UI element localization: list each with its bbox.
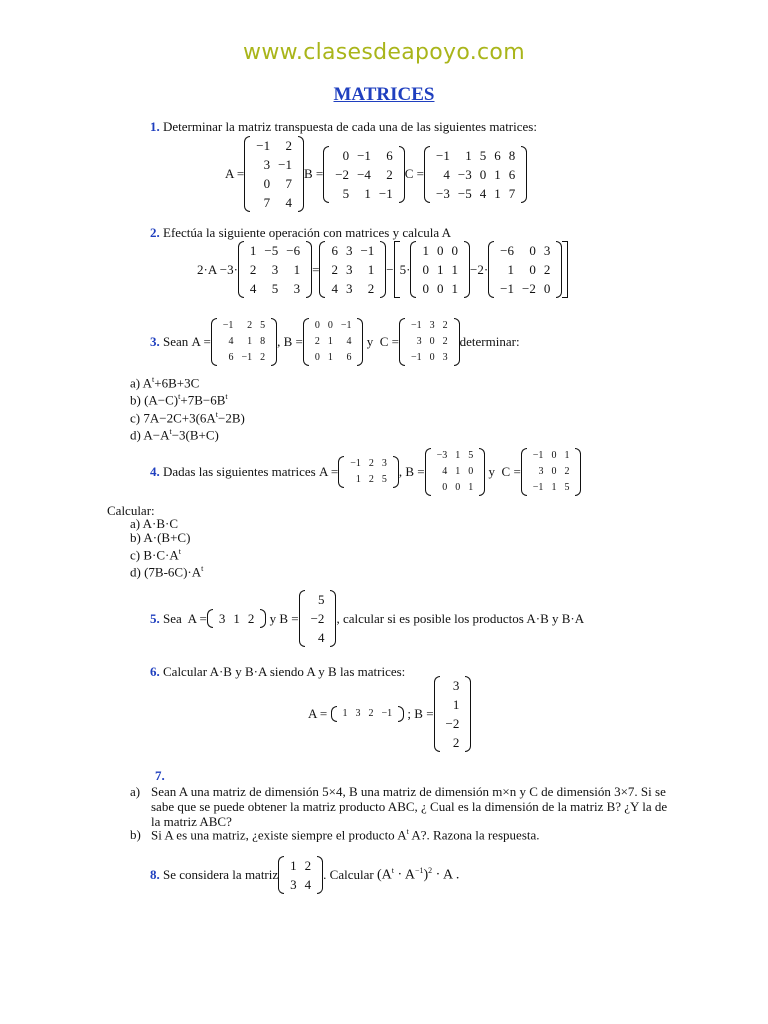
matrix-cell: 1 — [233, 611, 240, 626]
matrix-cell: 1 — [293, 262, 301, 277]
matrix-row — [496, 241, 554, 260]
matrix-cell: 2 — [304, 858, 312, 873]
matrix-cell: 1 — [451, 281, 458, 296]
matrix — [434, 676, 472, 752]
matrix-row — [215, 609, 259, 628]
problem-4-statement: 4. Dadas las siguientes matrices A = −1 2 3 1 2 5 , B = −3 1 5 4 1 0 0 0 1 y C = −1 0 1 3 0 2 −1 1 5 — [150, 448, 581, 496]
matrix-cell: −4 — [357, 166, 371, 182]
paren-right — [575, 448, 581, 496]
matrix-cell: 1 — [465, 147, 472, 163]
problem-1-statement — [150, 119, 537, 135]
matrix-row — [407, 350, 452, 366]
list-item: b) A·(B+C) — [130, 530, 191, 545]
matrix-cell: 1 — [327, 352, 333, 363]
matrix-cell: 0 — [342, 147, 350, 163]
matrix-cell: 1 — [367, 262, 375, 277]
list-item: b) $(A-C)^t+7B-6B^t$ — [130, 392, 228, 408]
matrix-cell: 1 — [564, 450, 570, 461]
matrix-cell: 5 — [260, 320, 266, 331]
matrix-row — [252, 193, 296, 212]
problem-text-end: determinar: — [459, 334, 520, 349]
paren-left — [338, 456, 344, 488]
matrix-cell: 1 — [290, 858, 297, 873]
matrix-cell: −3 — [457, 166, 472, 182]
matrix-cell: −3 — [436, 185, 450, 201]
matrix-row — [407, 334, 452, 350]
matrix — [323, 146, 405, 203]
problem-text: Determinar la matriz transpuesta de cada una de las siguientes matrices: — [163, 119, 537, 134]
matrix-row — [418, 260, 462, 279]
matrix — [319, 241, 386, 298]
matrix-cell: 3 — [218, 611, 226, 626]
matrix-cell: 5 — [381, 474, 387, 485]
matrix-cell: −6 — [500, 243, 514, 258]
problem-text: Efectúa la siguiente operación con matrices y calcula A — [163, 225, 452, 240]
matrix-cell: 4 — [331, 281, 338, 296]
matrix-cell: 0 — [451, 243, 458, 258]
matrix-cell: 0 — [429, 336, 435, 347]
paren-right — [479, 448, 485, 496]
matrix-cell: 4 — [285, 195, 292, 210]
matrix — [244, 136, 304, 212]
label-C: C = — [404, 166, 425, 181]
matrix-cell: −2 — [310, 611, 325, 626]
matrix-cell: −6 — [286, 243, 301, 258]
matrix-row — [311, 318, 356, 334]
matrix-cell: 4 — [304, 877, 312, 892]
matrix-cell: 2 — [543, 262, 551, 277]
matrix-cell: 0 — [529, 243, 536, 258]
matrix-cell: 3 — [293, 281, 301, 296]
bracket-right — [562, 241, 568, 298]
matrix-cell: 2 — [331, 262, 338, 277]
matrix-cell: 0 — [551, 466, 557, 477]
matrix-cell: 2 — [368, 474, 374, 485]
matrix-cell: −2 — [445, 716, 460, 731]
problem-text: Calcular A·B y B·A siendo A y B las matrices: — [163, 664, 406, 679]
matrix-cell: 4 — [346, 336, 352, 347]
matrix-row — [442, 676, 464, 695]
matrix-row — [442, 733, 464, 752]
matrix-cell: 5 — [479, 147, 487, 163]
matrix-cell: 1 — [494, 185, 501, 201]
matrix-row — [327, 279, 378, 298]
matrix — [207, 609, 267, 628]
paren-left — [323, 146, 329, 203]
matrix-row — [529, 464, 574, 480]
matrix-row — [407, 318, 452, 334]
matrix-cell: −1 — [378, 185, 393, 201]
matrix — [424, 146, 527, 203]
matrix-row — [496, 279, 554, 298]
problem-text: Se considera la matriz — [163, 867, 279, 882]
matrix — [303, 318, 364, 366]
matrix-cell: 1 — [507, 262, 514, 277]
matrix-cell: 0 — [543, 281, 551, 296]
matrix-cell: 2 — [249, 262, 257, 277]
problem-7-item-b: b) Si A es una matriz, ¿existe siempre el producto $A^t$ A?. Razona la respuesta. — [130, 827, 540, 843]
matrix-cell: 3 — [381, 458, 387, 469]
matrix-row — [246, 260, 304, 279]
matrix-row — [307, 590, 329, 609]
matrix-cell: −1 — [278, 157, 292, 172]
matrix-row — [442, 695, 464, 714]
matrix-cell: −1 — [411, 320, 422, 331]
matrix-cell: 1 — [249, 243, 257, 258]
matrix-row — [311, 334, 356, 350]
matrix-row — [252, 174, 296, 193]
matrix-row — [346, 456, 391, 472]
matrix-cell: 2 — [260, 352, 266, 363]
matrix-cell: 0 — [314, 320, 320, 331]
matrix-cell: 2 — [452, 735, 460, 750]
matrix-cell: −1 — [500, 281, 514, 296]
paren-left — [207, 609, 213, 628]
paren-right — [260, 609, 266, 628]
problem-number: 2. — [150, 225, 160, 240]
problem-number: 4. — [150, 464, 160, 479]
problem-number: 7. — [155, 768, 165, 783]
paren-left — [425, 448, 431, 496]
problem-6-matrices: A = 1 3 2 −1 ; B = 3 1 −2 2 — [308, 676, 471, 752]
matrix-cell: −1 — [411, 352, 422, 363]
matrix-cell: −1 — [532, 482, 544, 493]
label-B: B = — [303, 166, 324, 181]
list-item: c) $B\cdot C\cdot A^t$ — [130, 547, 181, 563]
matrix-row — [433, 480, 478, 496]
matrix-cell: 0 — [479, 166, 487, 182]
matrix-cell: 2 — [247, 320, 253, 331]
matrix-cell: 0 — [263, 176, 271, 191]
matrix-cell: 3 — [538, 466, 544, 477]
matrix-cell: 5 — [317, 592, 325, 607]
list-item: c) $7A-2C+3(6A^t-2B)$ — [130, 409, 245, 425]
matrix-cell: 3 — [345, 262, 353, 277]
matrix — [338, 456, 399, 488]
matrix-cell: 2 — [285, 138, 292, 153]
matrix-cell: 1 — [468, 482, 474, 493]
matrix-cell: 3 — [543, 243, 551, 258]
matrix-cell: 1 — [551, 482, 557, 493]
matrix-cell: 2 — [367, 281, 375, 296]
problem-3-statement: 3. Sean A = −1 2 5 4 1 8 6 −1 2 , B = 0 0 −1 2 1 4 0 1 6 y C = −1 3 2 3 0 2 −1 0 3 determinar: — [150, 318, 520, 366]
matrix — [425, 448, 486, 496]
problem-text: Sea — [163, 610, 182, 626]
matrix-row — [246, 241, 304, 260]
matrix-cell: 0 — [327, 320, 333, 331]
problem-5-statement: 5. Sea A = 3 1 2 y B = 5 −2 4 , calcular si es posible los productos A·B y B·A — [150, 592, 585, 645]
matrix-row — [418, 241, 462, 260]
matrix-row — [327, 241, 378, 260]
matrix-row — [327, 260, 378, 279]
matrix-cell: 1 — [455, 466, 461, 477]
matrix-cell: −1 — [350, 458, 361, 469]
matrix — [238, 241, 312, 298]
paren-left — [278, 856, 284, 894]
matrix-cell: 3 — [290, 877, 297, 892]
expr: 2·A −3· — [197, 261, 238, 277]
matrix-row — [219, 318, 269, 334]
matrix-row — [432, 165, 519, 184]
list-item: d) $(7B-6C)\cdot A^t$ — [130, 564, 204, 580]
matrix-row — [442, 714, 464, 733]
matrix-row — [432, 184, 519, 203]
problem-8-statement — [150, 856, 459, 894]
matrix-cell: 8 — [508, 147, 516, 163]
matrix-cell: 0 — [436, 243, 444, 258]
list-item: a) A·B·C — [130, 516, 179, 531]
problem-text-end: . Calcular — [323, 867, 374, 882]
matrix-cell: 0 — [551, 450, 557, 461]
problem-3-items — [130, 373, 245, 442]
item-a-line: la matriz ABC? — [151, 814, 232, 829]
matrix-row — [529, 448, 574, 464]
matrix-cell: 0 — [422, 262, 429, 277]
matrix-row — [219, 334, 269, 350]
matrix-row — [252, 155, 296, 174]
matrix-row — [346, 472, 391, 488]
matrix-cell: 1 — [247, 336, 253, 347]
matrix — [410, 241, 470, 298]
matrix-cell: 1 — [422, 243, 429, 258]
matrix-cell: 3 — [271, 262, 279, 277]
problem-2-statement — [150, 225, 451, 241]
matrix-cell: 2 — [442, 320, 448, 331]
calcular-label: Calcular: — [107, 503, 155, 518]
paren-right — [271, 318, 277, 366]
matrix-cell: 6 — [346, 352, 352, 363]
matrix-cell: 6 — [494, 147, 501, 163]
matrix-cell: −2 — [335, 166, 350, 182]
matrix-cell: −5 — [264, 243, 279, 258]
matrix-row — [252, 136, 296, 155]
matrix-cell: 0 — [455, 482, 461, 493]
matrix-cell: 0 — [422, 281, 429, 296]
matrix — [399, 318, 460, 366]
problem-number: 6. — [150, 664, 160, 679]
paren-left — [303, 318, 309, 366]
expr: − — [386, 261, 394, 277]
matrix-cell: 1 — [342, 708, 348, 719]
matrix-cell: 5 — [342, 185, 350, 201]
matrix-cell: 1 — [494, 166, 501, 182]
matrix-row — [286, 856, 315, 875]
matrix-cell: 8 — [260, 336, 266, 347]
matrix-cell: 2 — [314, 336, 320, 347]
matrix-cell: 0 — [442, 482, 448, 493]
paren-left — [434, 676, 440, 752]
matrix-cell: −1 — [381, 708, 393, 719]
paren-right — [465, 676, 471, 752]
matrix-row — [331, 146, 397, 165]
matrix-cell: 1 — [455, 450, 461, 461]
paren-left — [331, 706, 337, 722]
matrix-cell: 0 — [468, 466, 474, 477]
matrix-row — [307, 628, 329, 647]
matrix-cell: 3 — [355, 708, 361, 719]
list-item: d) $A-A^t-3(B+C)$ — [130, 426, 219, 443]
matrix-cell: −1 — [256, 138, 271, 153]
label-A: A = — [225, 166, 245, 181]
matrix-cell: −2 — [522, 281, 536, 296]
matrix — [211, 318, 277, 366]
matrix-cell: 0 — [529, 262, 536, 277]
matrix-cell: 3 — [452, 678, 460, 693]
matrix-cell: 5 — [468, 450, 474, 461]
matrix-row — [432, 146, 519, 165]
matrix-row — [331, 184, 397, 203]
list-item: a) $A^t+6B+3C$ — [130, 375, 200, 391]
paren-right — [398, 706, 404, 722]
matrix-cell: 1 — [364, 185, 371, 201]
paren-left — [238, 241, 244, 298]
matrix-cell: 4 — [479, 185, 487, 201]
matrix-cell: −1 — [340, 320, 352, 331]
matrix-row — [339, 706, 397, 722]
matrix — [331, 706, 405, 722]
paren-left — [319, 241, 325, 298]
matrix-row — [219, 350, 269, 366]
problem-number: 1. — [150, 119, 160, 134]
matrix-cell: 4 — [443, 166, 450, 182]
matrix-row — [418, 279, 462, 298]
paren-left — [488, 241, 494, 298]
matrix-cell: 4 — [249, 281, 257, 296]
matrix-cell: 6 — [228, 352, 234, 363]
formula: $(A^t \cdot A^{-1})^2 \cdot A$ . — [376, 866, 460, 883]
matrix-cell: 7 — [285, 176, 292, 191]
matrix-cell: 2 — [247, 611, 255, 626]
matrix-cell: 4 — [442, 466, 448, 477]
matrix-cell: −1 — [241, 352, 253, 363]
matrix-cell: −1 — [532, 450, 544, 461]
matrix-cell: 1 — [355, 474, 361, 485]
item-a-line: Sean A una matriz de dimensión 5×4, B una matriz de dimensión m×n y C de dimensión 3×7. Si se — [151, 784, 666, 799]
matrix-cell: 1 — [327, 336, 333, 347]
paren-right — [521, 146, 527, 203]
matrix-cell: 2 — [442, 336, 448, 347]
expr: −2· — [469, 261, 489, 277]
problem-text: Sean — [163, 334, 189, 349]
matrix-cell: −1 — [222, 320, 234, 331]
problem-number: 8. — [150, 867, 160, 882]
matrix-row — [331, 165, 397, 184]
matrix-cell: −5 — [457, 185, 472, 201]
expr: = — [312, 261, 320, 277]
paren-left — [399, 318, 405, 366]
paren-right — [393, 456, 399, 488]
matrix — [521, 448, 582, 496]
matrix-cell: −1 — [436, 147, 450, 163]
matrix-row — [307, 609, 329, 628]
paren-left — [410, 241, 416, 298]
matrix-cell: −1 — [360, 243, 375, 258]
matrix-cell: 1 — [452, 697, 460, 712]
problem-number: 3. — [150, 334, 160, 349]
matrix-cell: 3 — [442, 352, 448, 363]
matrix-cell: 2 — [368, 708, 374, 719]
matrix — [488, 241, 562, 298]
matrix-row — [496, 260, 554, 279]
matrix-cell: 7 — [508, 185, 516, 201]
paren-left — [244, 136, 250, 212]
expr: 5· — [399, 261, 411, 277]
item-b-text: Si A es una matriz, ¿existe siempre el producto $A^t$ A?. Razona la respuesta. — [151, 827, 540, 843]
matrix-cell: 6 — [331, 243, 338, 258]
matrix-cell: 3 — [345, 243, 353, 258]
matrix-row — [246, 279, 304, 298]
matrix-cell: 3 — [263, 157, 271, 172]
problem-1-matrices — [225, 136, 527, 212]
matrix-cell: 0 — [314, 352, 320, 363]
site-url[interactable]: www.clasesdeapoyo.com — [243, 40, 525, 65]
paren-left — [521, 448, 527, 496]
problem-text-end: , calcular si es posible los productos A·B y B·A — [336, 610, 585, 626]
matrix-cell: 2 — [386, 166, 393, 182]
item-a-line: sabe que se puede obtener la matriz producto ABC, ¿ Cual es la dimensión de la matriz B? ¿Y la de — [151, 799, 668, 814]
matrix-row — [433, 464, 478, 480]
paren-right — [357, 318, 363, 366]
paren-left — [424, 146, 430, 203]
matrix-row — [286, 875, 315, 894]
matrix-cell: 0 — [436, 281, 444, 296]
matrix-cell: 1 — [436, 262, 444, 277]
matrix-cell: 1 — [451, 262, 458, 277]
page-title: MATRICES — [333, 84, 435, 105]
matrix-cell: 3 — [345, 281, 353, 296]
paren-left — [299, 590, 305, 647]
matrix-row — [433, 448, 478, 464]
problem-7-item-a: a) Sean A una matriz de dimensión 5×4, B una matriz de dimensión m×n y C de dimensión 3×7. Si se sabe que se puede obtener la matriz producto ABC, ¿ Cual es la dimensión de la matriz B? ¿Y la de la matriz ABC? — [130, 784, 668, 829]
matrix-cell: 3 — [416, 336, 422, 347]
matrix-cell: 3 — [429, 320, 435, 331]
paren-left — [211, 318, 217, 366]
matrix-cell: −1 — [357, 147, 371, 163]
matrix-row — [311, 350, 356, 366]
problem-number: 5. — [150, 610, 160, 626]
problem-text: Dadas las siguientes matrices — [163, 464, 316, 479]
matrix-row — [529, 480, 574, 496]
matrix-cell: 4 — [228, 336, 234, 347]
matrix-cell: 6 — [386, 147, 393, 163]
matrix — [278, 856, 323, 894]
problem-4-items — [130, 517, 203, 580]
matrix-cell: 2 — [564, 466, 570, 477]
problem-2-equation — [197, 241, 568, 298]
matrix-cell: 6 — [508, 166, 516, 182]
matrix-cell: 0 — [429, 352, 435, 363]
matrix-cell: 7 — [263, 195, 271, 210]
matrix-cell: 5 — [271, 281, 279, 296]
bracket-group — [394, 241, 569, 298]
matrix — [299, 590, 337, 647]
matrix-cell: −3 — [436, 450, 448, 461]
matrix-cell: 4 — [317, 630, 325, 645]
matrix-cell: 5 — [564, 482, 570, 493]
matrix-cell: 2 — [368, 458, 374, 469]
